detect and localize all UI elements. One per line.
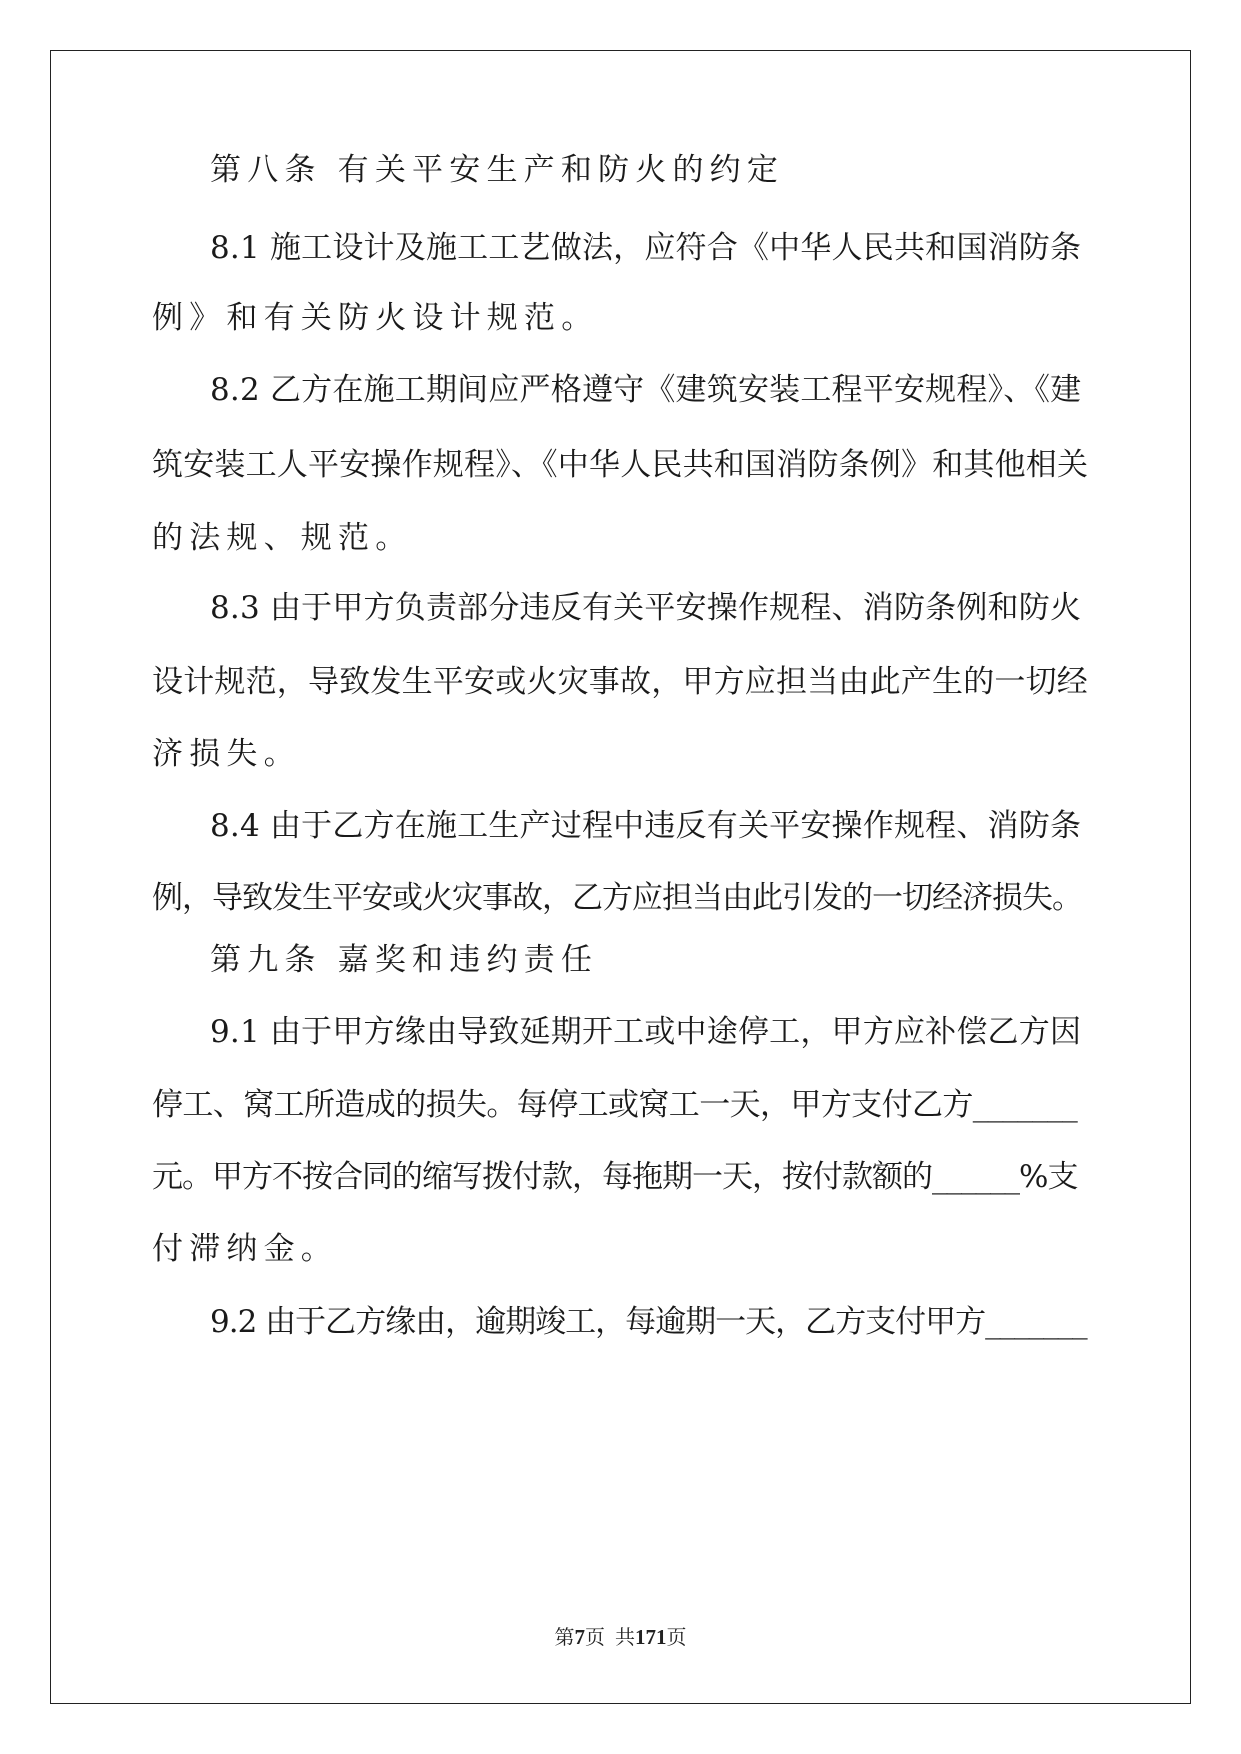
footer-prefix: 第 (554, 1627, 575, 1649)
clause-9-2-line-1: 9.2 由于乙方缘由，逾期竣工，每逾期一天，乙方支付甲方_______ (210, 1304, 1087, 1340)
footer-page-number: 7 (574, 1625, 585, 1649)
article-8-heading: 第八条 有关平安生产和防火的约定 (210, 152, 785, 188)
footer-total-pages: 171 (635, 1625, 667, 1649)
clause-8-3-line-1: 8.3 由于甲方负责部分违反有关平安操作规程、消防条例和防火 (210, 590, 1082, 626)
clause-9-1-line-1: 9.1 由于甲方缘由导致延期开工或中途停工，甲方应补偿乙方因 (210, 1014, 1082, 1050)
clause-9-1-line-2: 停工、窝工所造成的损失。每停工或窝工一天，甲方支付乙方_______ (152, 1087, 1078, 1123)
clause-8-4-line-1: 8.4 由于乙方在施工生产过程中违反有关平安操作规程、消防条 (210, 808, 1082, 844)
footer-suffix: 页 (666, 1627, 687, 1649)
clause-8-2-line-2: 筑安装工人平安操作规程》、《中华人民共和国消防条例》和其他相关 (152, 447, 1089, 483)
article-9-heading: 第九条 嘉奖和违约责任 (210, 942, 599, 978)
page-footer (0, 1625, 1241, 1650)
clause-8-4-line-2: 例，导致发生平安或火灾事故，乙方应担当由此引发的一切经济损失。 (152, 880, 1082, 916)
clause-9-1-line-4: 付滞纳金。 (152, 1231, 338, 1267)
clause-8-3-line-2: 设计规范，导致发生平安或火灾事故，甲方应担当由此产生的一切经 (152, 664, 1088, 700)
clause-8-2-line-3: 的法规、规范。 (152, 520, 413, 556)
clause-8-1-line-1: 8.1 施工设计及施工工艺做法，应符合《中华人民共和国消防条 (210, 230, 1082, 266)
clause-8-1-line-2: 例》和有关防火设计规范。 (152, 300, 599, 336)
footer-mid: 页 共 (585, 1627, 635, 1649)
clause-8-3-line-3: 济损失。 (152, 736, 301, 772)
clause-9-1-line-3: 元。甲方不按合同的缩写拨付款，每拖期一天，按付款额的______%支 (152, 1159, 1078, 1195)
clause-8-2-line-1: 8.2 乙方在施工期间应严格遵守《建筑安装工程平安规程》、《建 (210, 372, 1082, 408)
